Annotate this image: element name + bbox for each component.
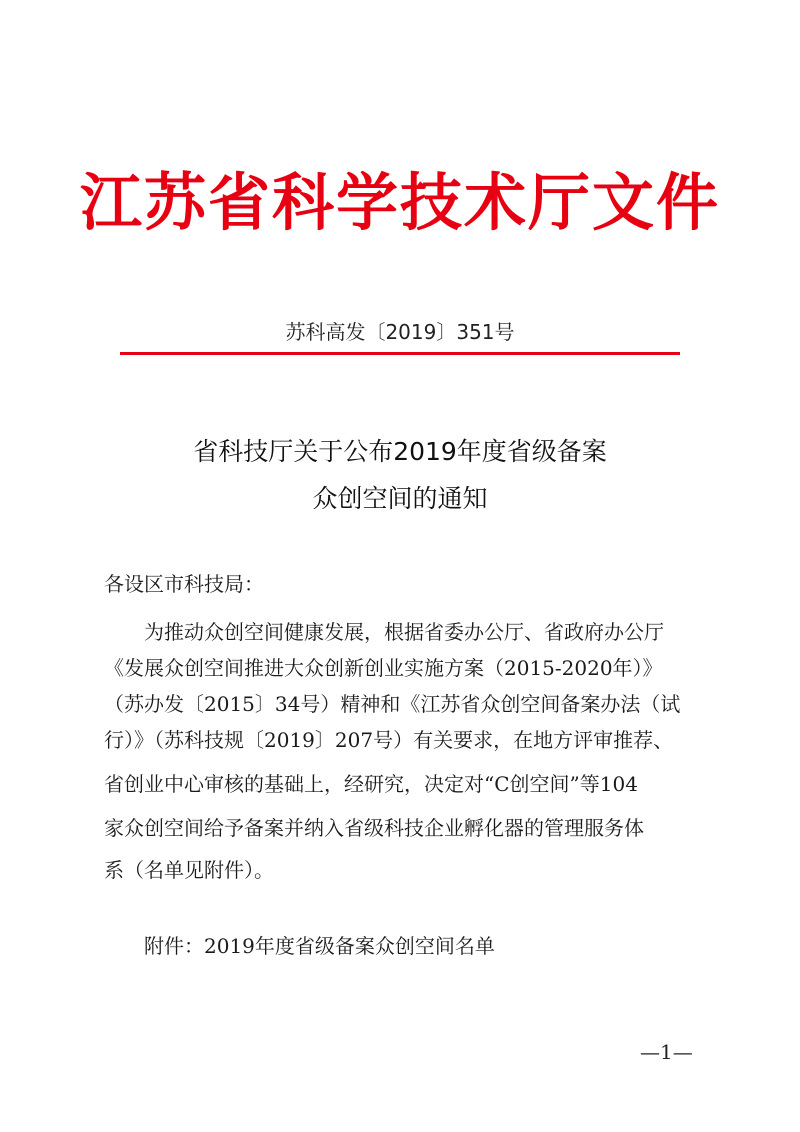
body-line-7: 系（名单见附件）。 (104, 858, 274, 882)
body-line-1: 为推动众创空间健康发展，根据省委办公厅、省政府办公厅 (144, 620, 664, 644)
document-number: 苏科高发〔2019〕351号 (285, 320, 515, 344)
salutation: 各设区市科技局： (104, 572, 264, 596)
notice-title-line-1: 省科技厅关于公布2019年度省级备案 (193, 437, 607, 466)
body-line-4: 行）》（苏科技规〔2019〕207号）有关要求，在地方评审推荐、 (104, 728, 674, 752)
body-line-3: （苏办发〔2015〕34号）精神和《江苏省众创空间备案办法（试 (104, 692, 681, 716)
document-header-title: 江苏省科学技术厅文件 (79, 166, 720, 239)
red-separator-rule (120, 352, 680, 355)
body-line-5: 省创业中心审核的基础上，经研究，决定对“C创空间”等104 (104, 772, 638, 796)
body-line-6: 家众创空间给予备案并纳入省级科技企业孵化器的管理服务体 (104, 816, 644, 840)
page-number: —1— (640, 1040, 693, 1064)
notice-title-line-2: 众创空间的通知 (312, 484, 488, 513)
body-line-2: 《发展众创空间推进大众创新创业实施方案（2015-2020年）》 (104, 656, 663, 680)
attachment-line: 附件：2019年度省级备案众创空间名单 (144, 934, 495, 958)
